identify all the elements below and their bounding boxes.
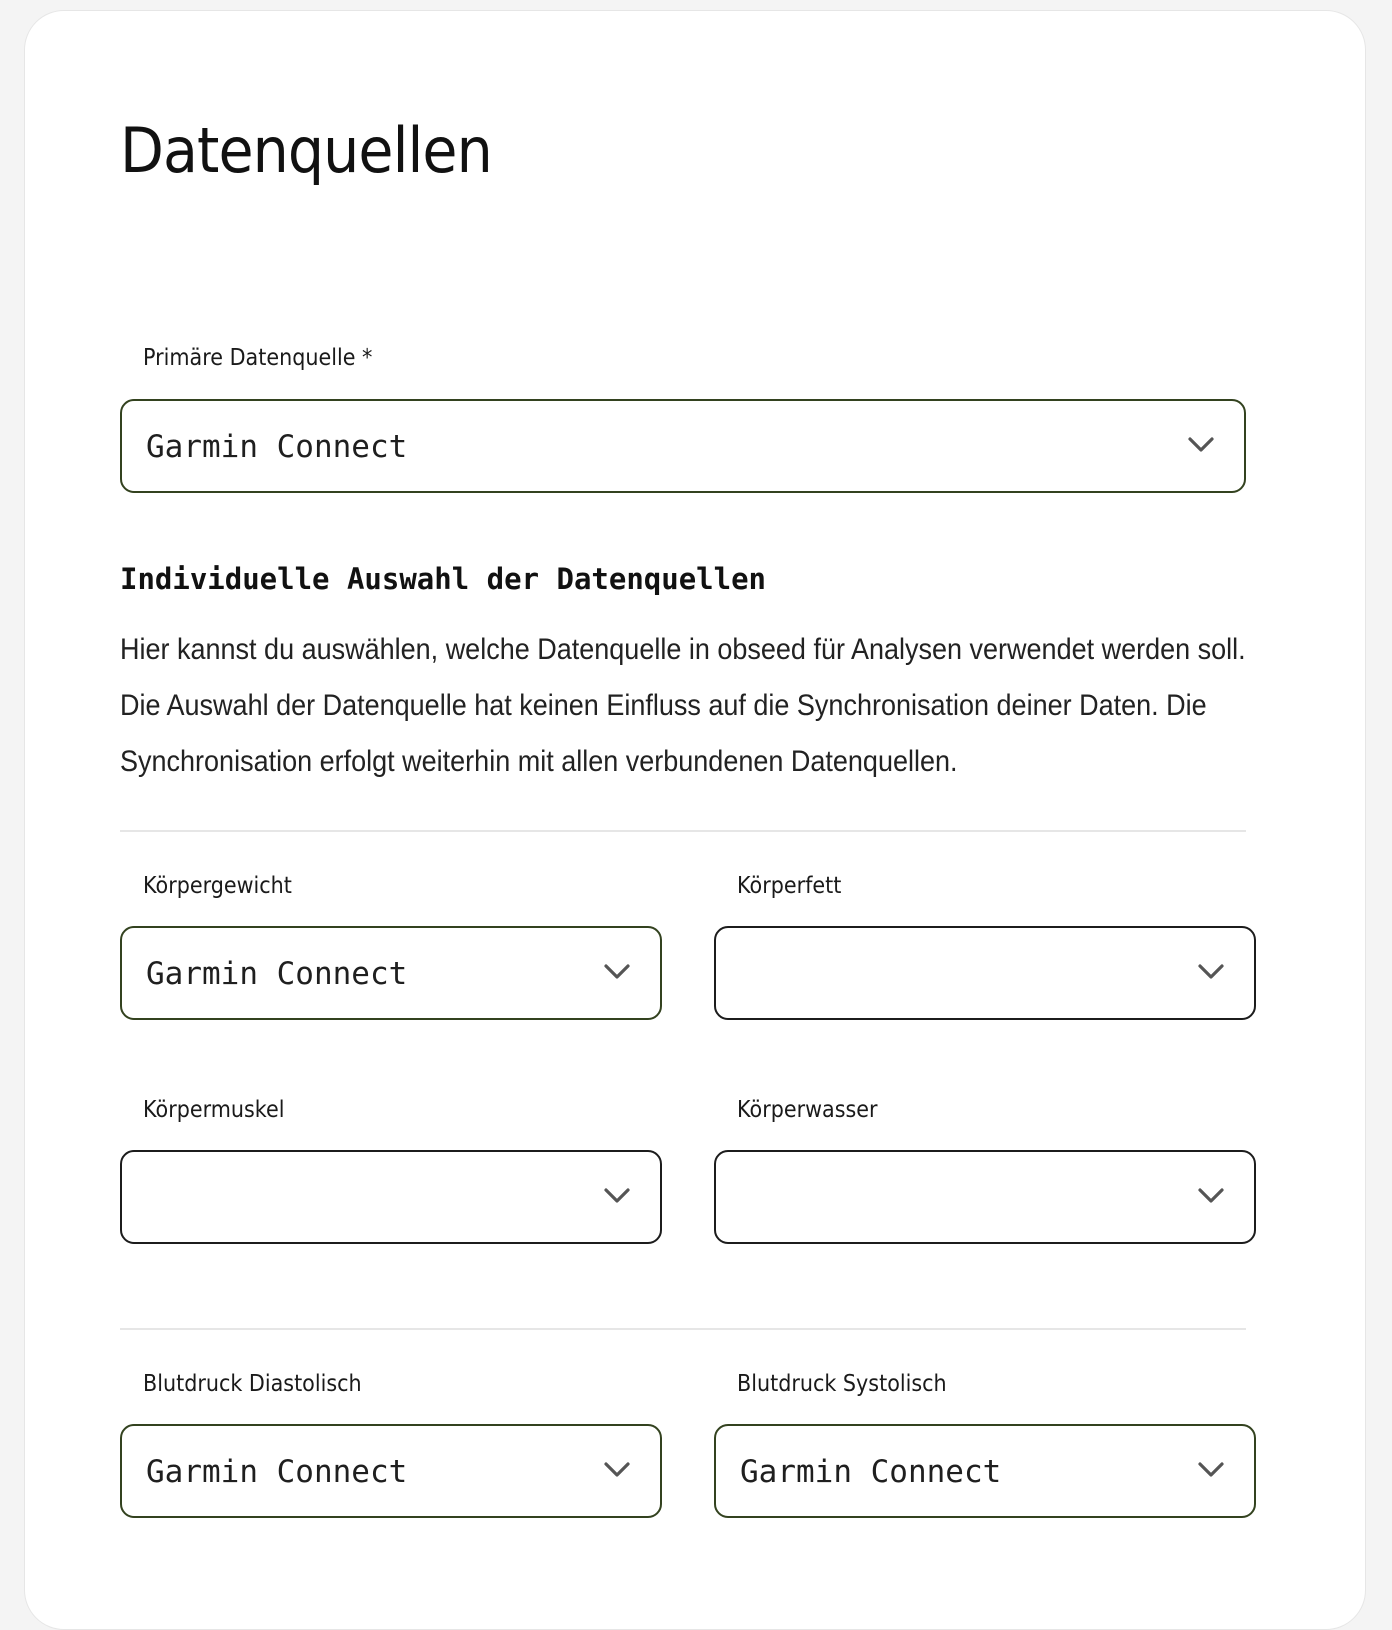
page-title: Datenquellen <box>120 114 492 187</box>
bp-diastolic-label: Blutdruck Diastolisch <box>143 1371 362 1397</box>
body-muscle-select[interactable] <box>120 1150 662 1244</box>
chevron-down-icon <box>1186 434 1216 456</box>
body-water-label: Körperwasser <box>737 1097 878 1123</box>
chevron-down-icon <box>1196 1459 1226 1481</box>
bp-diastolic-select[interactable] <box>120 1424 662 1518</box>
individual-selection-heading: Individuelle Auswahl der Datenquellen <box>120 562 767 596</box>
chevron-down-icon <box>1196 1185 1226 1207</box>
body-fat-label: Körperfett <box>737 873 842 899</box>
bp-systolic-label: Blutdruck Systolisch <box>737 1371 947 1397</box>
body-weight-select[interactable] <box>120 926 662 1020</box>
settings-card <box>24 10 1366 1630</box>
primary-source-label: Primäre Datenquelle * <box>143 345 373 371</box>
body-muscle-label: Körpermuskel <box>143 1097 285 1123</box>
body-fat-select[interactable] <box>714 926 1256 1020</box>
bp-diastolic-value: Garmin Connect <box>146 1454 408 1490</box>
body-weight-value: Garmin Connect <box>146 956 408 992</box>
chevron-down-icon <box>1196 961 1226 983</box>
primary-source-value: Garmin Connect <box>146 429 408 465</box>
chevron-down-icon <box>602 1459 632 1481</box>
body-weight-label: Körpergewicht <box>143 873 292 899</box>
body-water-select[interactable] <box>714 1150 1256 1244</box>
divider <box>120 830 1246 832</box>
chevron-down-icon <box>602 1185 632 1207</box>
individual-selection-description: Hier kannst du auswählen, welche Datenquelle in obseed für Analysen verwendet werden soll. Die Auswahl der Datenquelle hat keinen Einfluss auf die Synchronisation deiner Daten. Die Synchronisation erfolgt weiterhin mit allen verbundenen Datenquellen. <box>120 633 1246 778</box>
divider <box>120 1328 1246 1330</box>
primary-source-select[interactable] <box>120 399 1246 493</box>
chevron-down-icon <box>602 961 632 983</box>
bp-systolic-select[interactable] <box>714 1424 1256 1518</box>
bp-systolic-value: Garmin Connect <box>740 1454 1002 1490</box>
